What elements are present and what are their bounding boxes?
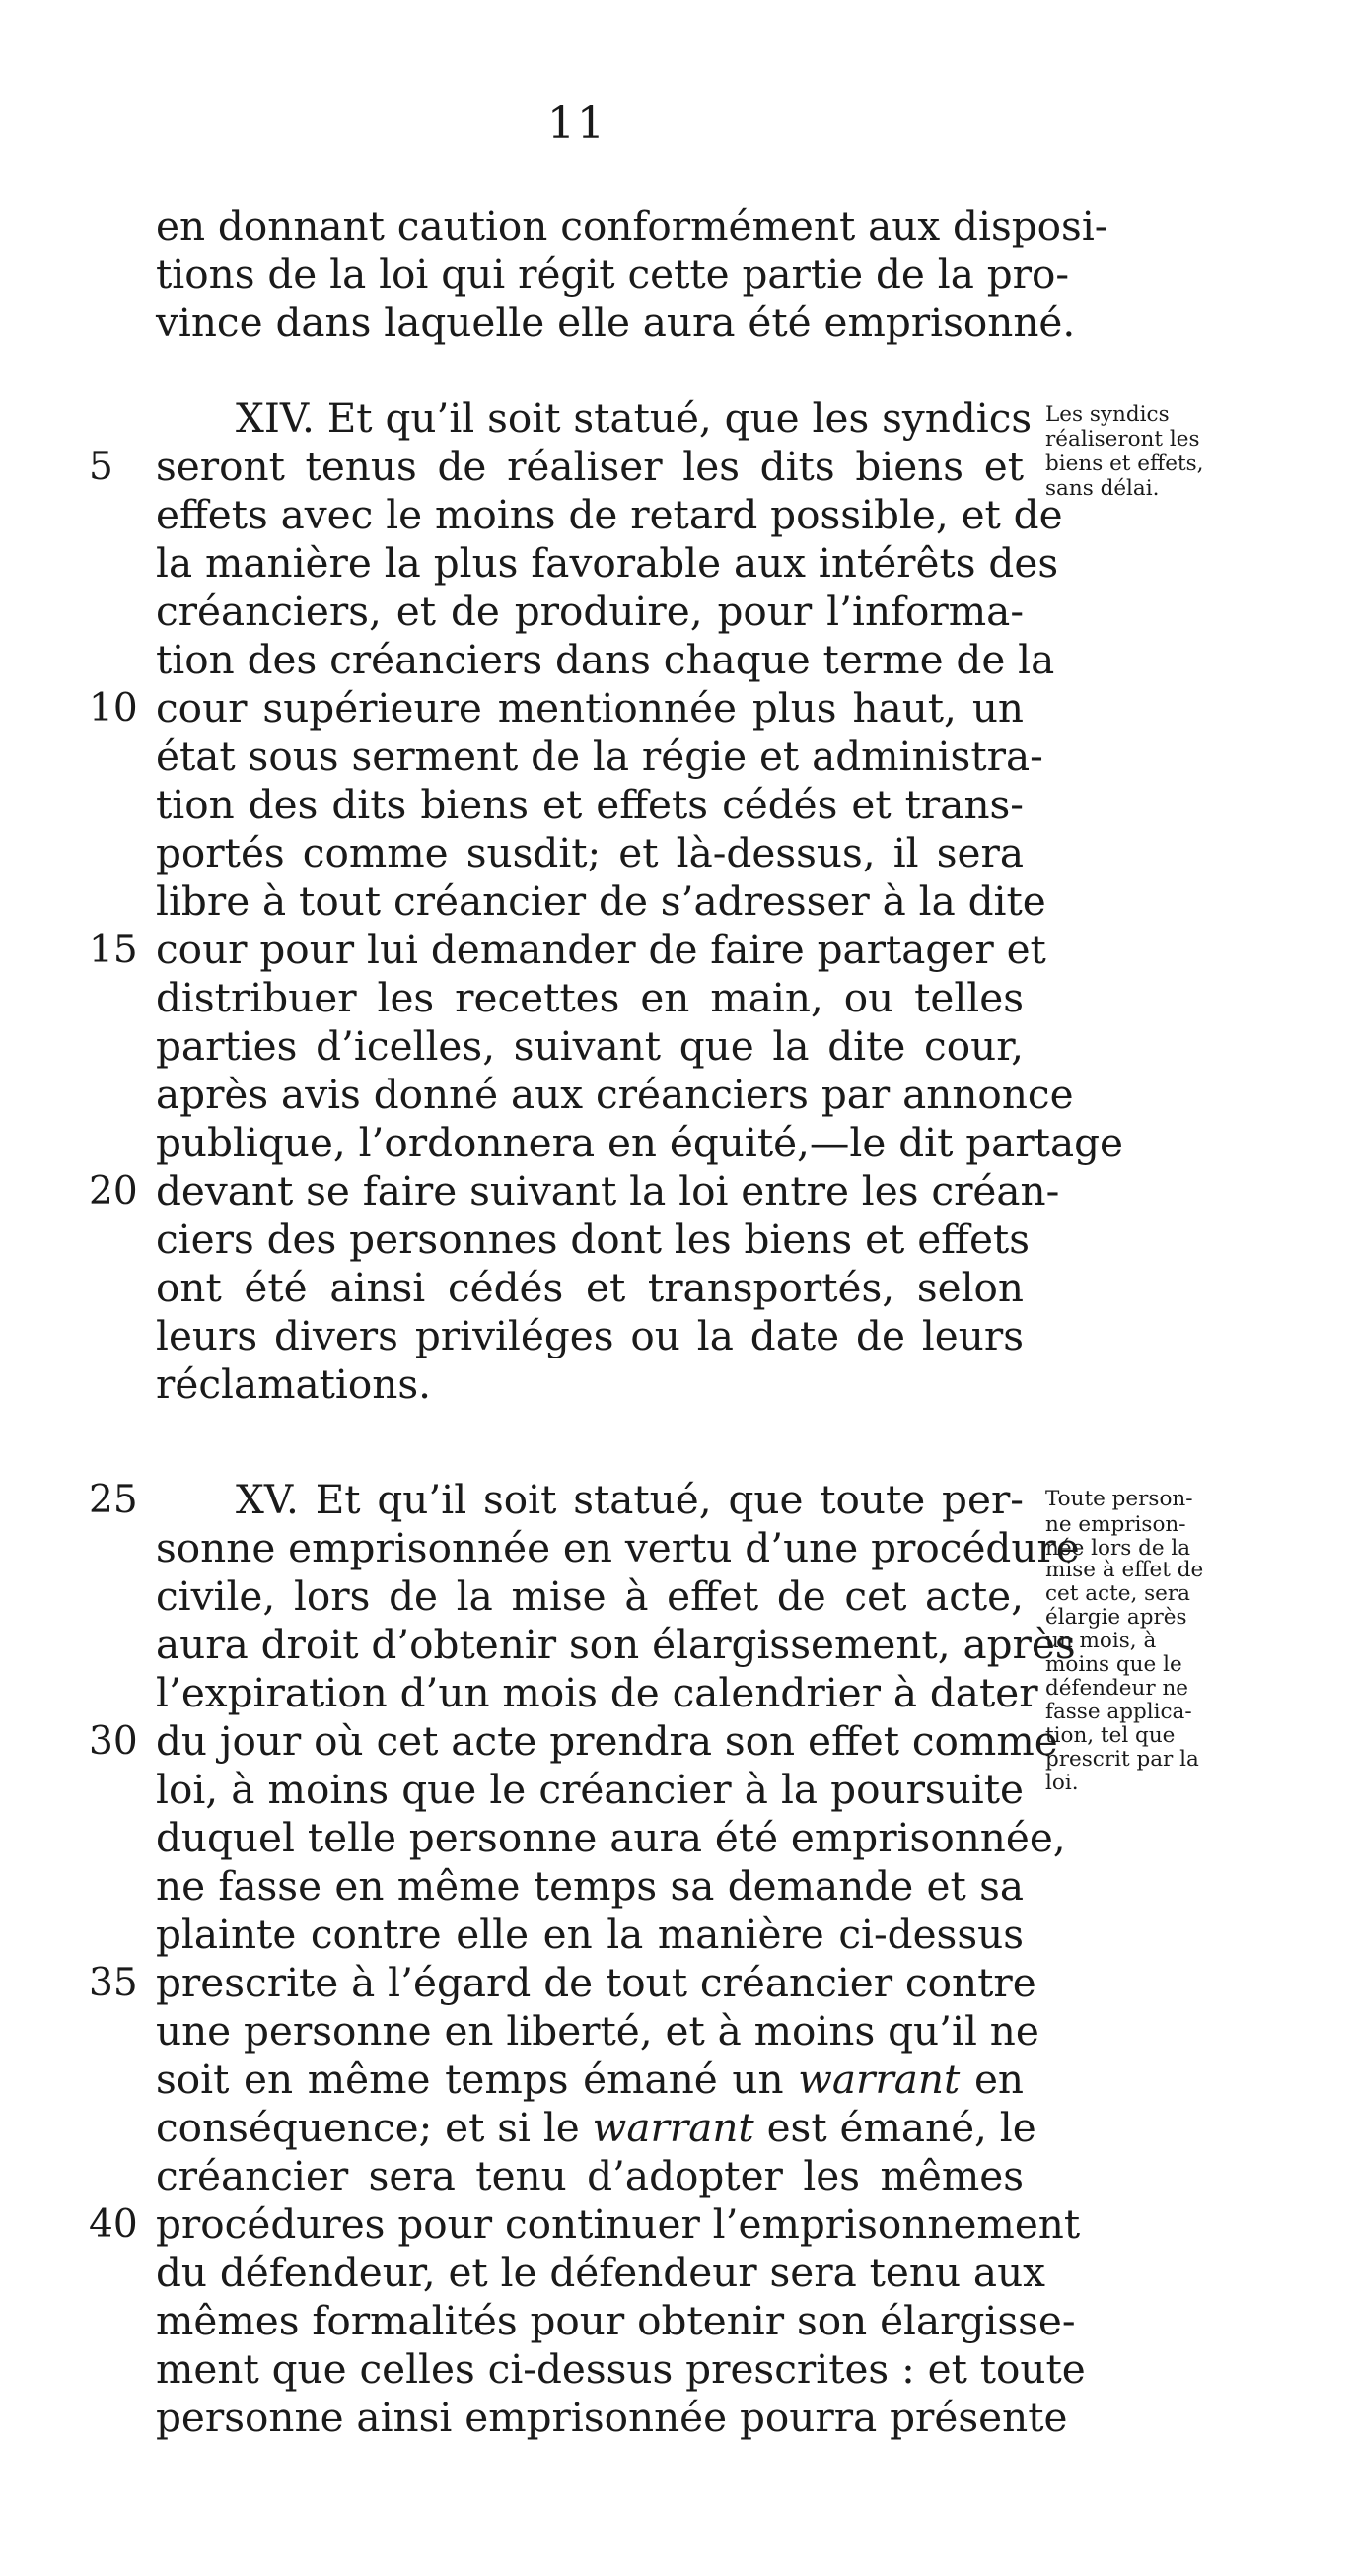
line-number: 5 (89, 445, 113, 489)
text-line: plainte contre elle en la manière ci-dessus (156, 1911, 1024, 1958)
text-line: sonne emprisonnée en vertu d’une procédure (156, 1524, 1080, 1571)
line-number: 35 (89, 1961, 138, 2005)
text-line: ont été ainsi cédés et transportés, selon (156, 1264, 1024, 1311)
line-number: 30 (89, 1719, 138, 1764)
text-line: mêmes formalités pour obtenir son élargisse- (156, 2297, 1076, 2344)
text-line: portés comme susdit; et là-dessus, il sera (156, 829, 1024, 876)
text-line: une personne en liberté, et à moins qu’il ne (156, 2007, 1039, 2054)
text-line: ment que celles ci-dessus prescrites : et toute (156, 2345, 1086, 2393)
margin-note-line: défendeur ne (1045, 1676, 1189, 1701)
text-line: devant se faire suivant la loi entre les créan- (156, 1167, 1060, 1215)
line-number: 15 (89, 928, 138, 972)
text-line: leurs divers priviléges ou la date de leurs (156, 1312, 1024, 1359)
text-line: duquel telle personne aura été emprisonnée, (156, 1814, 1066, 1861)
text-line: conséquence; et si le warrant est émané, le (156, 2104, 1036, 2151)
text-line: en donnant caution conformément aux disposi- (156, 202, 1108, 249)
text-line: du jour où cet acte prendra son effet comme (156, 1717, 1058, 1765)
text-line: ne fasse en même temps sa demande et sa (156, 1862, 1024, 1910)
margin-note-line: moins que le (1045, 1652, 1182, 1677)
margin-note-line: née lors de la (1045, 1536, 1191, 1561)
text-line: tions de la loi qui régit cette partie de la pro- (156, 250, 1070, 298)
margin-note-line: biens et effets, (1045, 452, 1204, 476)
margin-note-line: mise à effet de (1045, 1558, 1204, 1582)
text-line: prescrite à l’égard de tout créancier contre (156, 1959, 1036, 2006)
line-number: 40 (89, 2202, 138, 2247)
text-line: soit en même temps émané un warrant en (156, 2055, 1024, 2103)
text-line: tion des créanciers dans chaque terme de la (156, 636, 1055, 683)
text-line: cour supérieure mentionnée plus haut, un (156, 684, 1024, 731)
text-line: la manière la plus favorable aux intérêts des (156, 539, 1059, 587)
text-line: ciers des personnes dont les biens et effets (156, 1216, 1030, 1263)
text-line: seront tenus de réaliser les dits biens et (156, 443, 1024, 490)
text-line: loi, à moins que le créancier à la poursuite (156, 1766, 1024, 1813)
margin-note-line: réaliseront les (1045, 427, 1200, 452)
text-line: du défendeur, et le défendeur sera tenu aux (156, 2249, 1045, 2296)
text-line: XV. Et qu’il soit statué, que toute per- (156, 1476, 1024, 1523)
text-line: créancier sera tenu d’adopter les mêmes (156, 2152, 1024, 2199)
margin-note-line: cet acte, sera (1045, 1581, 1190, 1606)
line-number: 25 (89, 1478, 138, 1522)
line-number: 10 (89, 686, 138, 731)
text-line: créanciers, et de produire, pour l’informa- (156, 588, 1024, 635)
text-line: libre à tout créancier de s’adresser à la dite (156, 877, 1046, 925)
margin-note-line: tion, tel que (1045, 1723, 1176, 1748)
text-line: après avis donné aux créanciers par annonce (156, 1071, 1074, 1118)
text-line: parties d’icelles, suivant que la dite cour, (156, 1022, 1024, 1070)
margin-note-line: prescrit par la (1045, 1747, 1199, 1772)
text-line: état sous serment de la régie et administra- (156, 732, 1043, 780)
margin-note (1045, 1487, 1252, 1794)
text-line: procédures pour continuer l’emprisonnement (156, 2200, 1081, 2248)
text-line: XIV. Et qu’il soit statué, que les syndics (156, 394, 1033, 442)
margin-note-line: Toute person- (1045, 1487, 1193, 1511)
margin-note-line: un mois, à (1045, 1629, 1157, 1653)
text-line: vince dans laquelle elle aura été emprisonné. (156, 299, 1076, 346)
text-line: cour pour lui demander de faire partager et (156, 926, 1046, 973)
text-line: distribuer les recettes en main, ou telles (156, 974, 1024, 1021)
margin-note-line: sans délai. (1045, 476, 1160, 501)
text-line: publique, l’ordonnera en équité,—le dit partage (156, 1119, 1123, 1166)
margin-note-line: loi. (1045, 1771, 1079, 1795)
text-line: l’expiration d’un mois de calendrier à dater (156, 1669, 1038, 1716)
text-line: réclamations. (156, 1360, 432, 1408)
margin-note-line: élargie après (1045, 1605, 1187, 1630)
text-line: tion des dits biens et effets cédés et trans- (156, 781, 1024, 828)
line-number: 20 (89, 1169, 138, 1214)
text-line: personne ainsi emprisonnée pourra présente (156, 2394, 1068, 2441)
text-line: civile, lors de la mise à effet de cet acte, (156, 1572, 1024, 1620)
margin-note (1045, 402, 1252, 501)
text-line: effets avec le moins de retard possible, et de (156, 491, 1063, 538)
margin-note-line: Les syndics (1045, 402, 1170, 427)
page-number: 11 (547, 99, 607, 149)
text-line: aura droit d’obtenir son élargissement, après (156, 1621, 1076, 1668)
margin-note-line: ne emprison- (1045, 1512, 1186, 1537)
margin-note-line: fasse applica- (1045, 1700, 1192, 1724)
